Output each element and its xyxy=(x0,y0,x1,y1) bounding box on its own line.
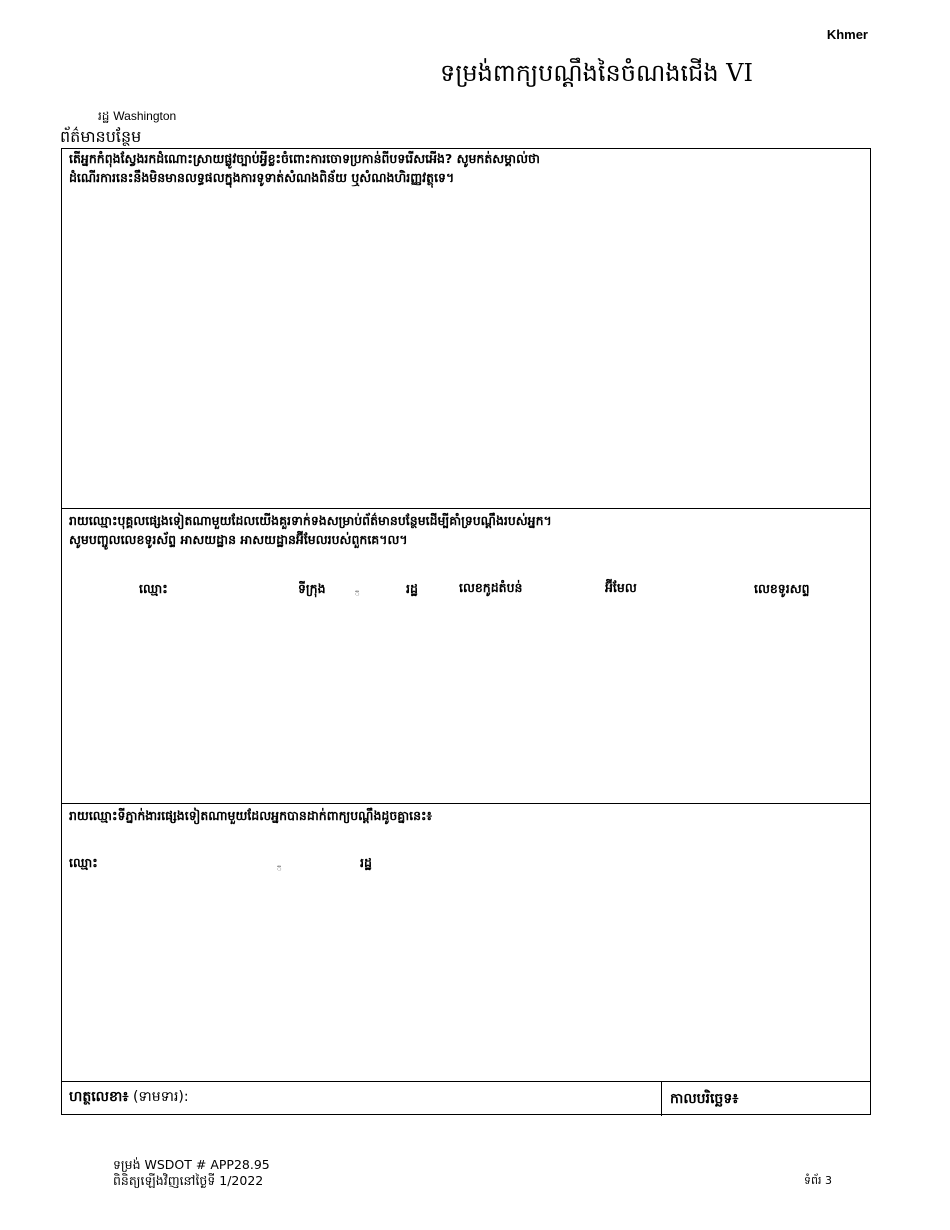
footer-page-number: ទំព័រ 3 xyxy=(804,1174,832,1187)
contact-col-email: អ៊ីមែល xyxy=(605,580,637,595)
question2-line1: រាយឈ្មោះបុគ្គលផ្សេងទៀតណាមួយដែលយើងគួរទាក់ទងសម្រាប់ព័ត៌មានបន្ថែមដើម្បីគាំទ្របណ្ដឹងរបស់អ្នក។ xyxy=(69,513,552,528)
agency-col-state: រដ្ឋ xyxy=(360,855,372,870)
footer-form-number: ទម្រង់ WSDOT # APP28.95 xyxy=(113,1157,270,1172)
contact-col-state: រដ្ឋ xyxy=(406,581,418,596)
section-divider-1 xyxy=(62,508,870,509)
contact-col-city: ទីក្រុង xyxy=(298,581,326,596)
question1-line2: ដំណើរការនេះនឹងមិនមានលទ្ធផលក្នុងការទូទាត់សំណងពិន័យ ឬសំណងហិរញ្ញវត្ថុទេ។ xyxy=(69,170,455,185)
contact-col-zip: លេខកូដតំបន់ xyxy=(459,580,523,595)
state-line xyxy=(98,108,176,126)
section-heading: ព័ត៌មានបន្ថែម xyxy=(60,127,142,146)
date-label: កាលបរិច្ឆេទ៖ xyxy=(670,1091,739,1107)
signature-label xyxy=(69,1087,189,1108)
section-divider-3 xyxy=(62,1081,870,1082)
form-box xyxy=(61,148,871,1115)
signature-label-text: ហត្ថលេខា៖ xyxy=(69,1089,129,1105)
contact-col-phone: លេខទូរសព្ទ xyxy=(754,581,810,596)
form-title: ទម្រង់ពាក្យបណ្ដឹងនៃចំណងជើង VI xyxy=(440,59,753,87)
question2-line2: សូមបញ្ចូលលេខទូរស័ព្ទ អាសយដ្ឋាន អាសយដ្ឋានអ៊ីមែលរបស់ពួកគេ។ល។ xyxy=(69,532,408,547)
state-prefix: រដ្ឋ xyxy=(98,109,110,123)
contacts-answer-area[interactable] xyxy=(63,607,869,799)
footer-revision: ពិនិត្យឡើងវិញនៅថ្ងៃទី 1/2022 xyxy=(113,1173,264,1188)
question1-text xyxy=(69,149,540,187)
question1-line1: តើអ្នកកំពុងស្វែងរកដំណោះស្រាយផ្លូវច្បាប់អ្វីខ្លះចំពោះការចោទប្រកាន់ពីបទរើសអើង? សូមកត់សម្គាល់ថា xyxy=(69,151,540,166)
question2-text xyxy=(69,511,552,549)
date-field[interactable] xyxy=(762,1083,868,1115)
question3-text xyxy=(69,806,432,825)
agency-col-mark: ៊ xyxy=(277,865,282,874)
signature-date-divider xyxy=(661,1082,662,1116)
language-label: Khmer xyxy=(826,27,868,42)
contact-col-mark: ៊ xyxy=(355,590,360,599)
question3-line1: រាយឈ្មោះទីភ្នាក់ងារផ្សេងទៀតណាមួយដែលអ្នកបានដាក់ពាក្យបណ្ដឹងដូចគ្នានេះ៖ xyxy=(69,808,433,823)
contact-col-name: ឈ្មោះ xyxy=(139,581,168,596)
remedy-answer-area[interactable] xyxy=(63,189,869,505)
signature-required-note: (ទាមទារ): xyxy=(132,1089,189,1105)
agency-col-name: ឈ្មោះ xyxy=(69,855,98,870)
state-name: Washington xyxy=(113,109,177,123)
signature-field[interactable] xyxy=(262,1083,658,1115)
footer-form-info xyxy=(113,1157,270,1189)
section-divider-2 xyxy=(62,803,870,804)
agencies-answer-area[interactable] xyxy=(63,879,869,1077)
